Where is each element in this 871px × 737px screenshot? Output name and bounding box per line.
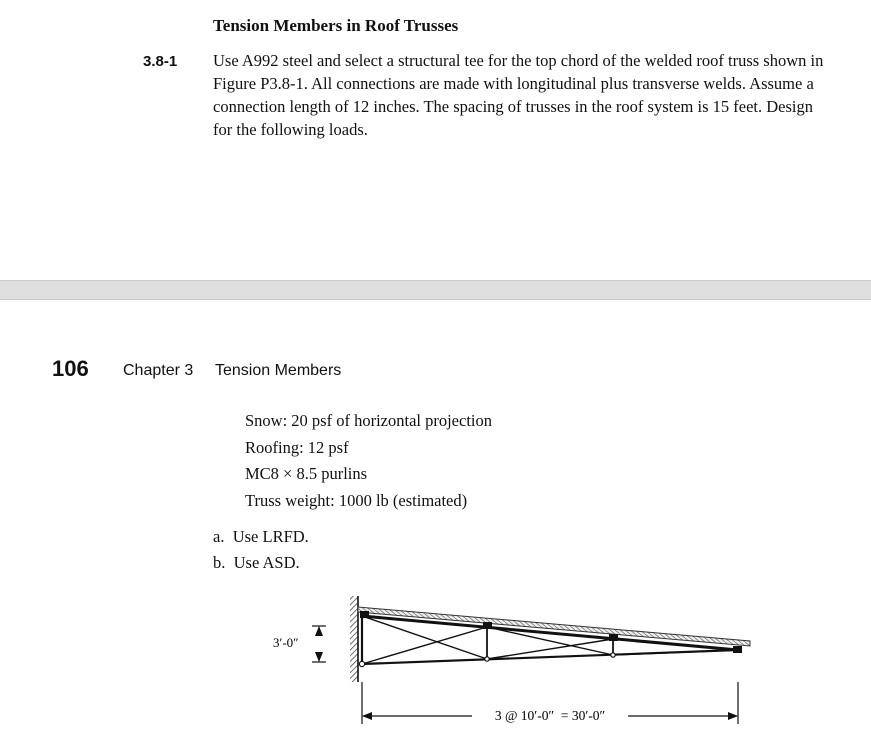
height-dimension-label: 3′-0″: [273, 635, 299, 650]
parts-list: [213, 526, 309, 578]
part-item: b. Use ASD.: [213, 553, 300, 572]
wall-support: [350, 596, 358, 682]
span-dimension-label: 3 @ 10′-0″ = 30′-0″: [494, 708, 606, 723]
chapter-title: Tension Members: [215, 362, 342, 379]
section-heading: Tension Members in Roof Trusses: [213, 16, 459, 35]
load-item: MC8 × 8.5 purlins: [245, 464, 368, 484]
load-item: Truss weight: 1000 lb (estimated): [245, 490, 468, 510]
roof-deck: [358, 607, 750, 646]
height-dimension: [312, 626, 326, 662]
load-item: Snow: 20 psf of horizontal projection: [245, 411, 493, 430]
part-item: a. Use LRFD.: [213, 527, 309, 546]
chapter-label: Chapter 3: [123, 362, 194, 379]
problem-number: 3.8-1: [143, 53, 178, 70]
problem-statement: Use A992 steel and select a structural tee for the top chord of the welded roof truss shown in Figure P3.8-1. All connections are made with longitudinal plus transverse welds. Assume a connection length of 12 inches. The spacing of trusses in the roof system is 15 feet. Design for the following loads.: [213, 51, 824, 139]
page-divider: [0, 280, 871, 300]
page-number: 106: [52, 356, 89, 381]
truss-figure: [240, 590, 760, 735]
load-item: Roofing: 12 psf: [245, 437, 349, 457]
loads-list: [245, 410, 492, 516]
